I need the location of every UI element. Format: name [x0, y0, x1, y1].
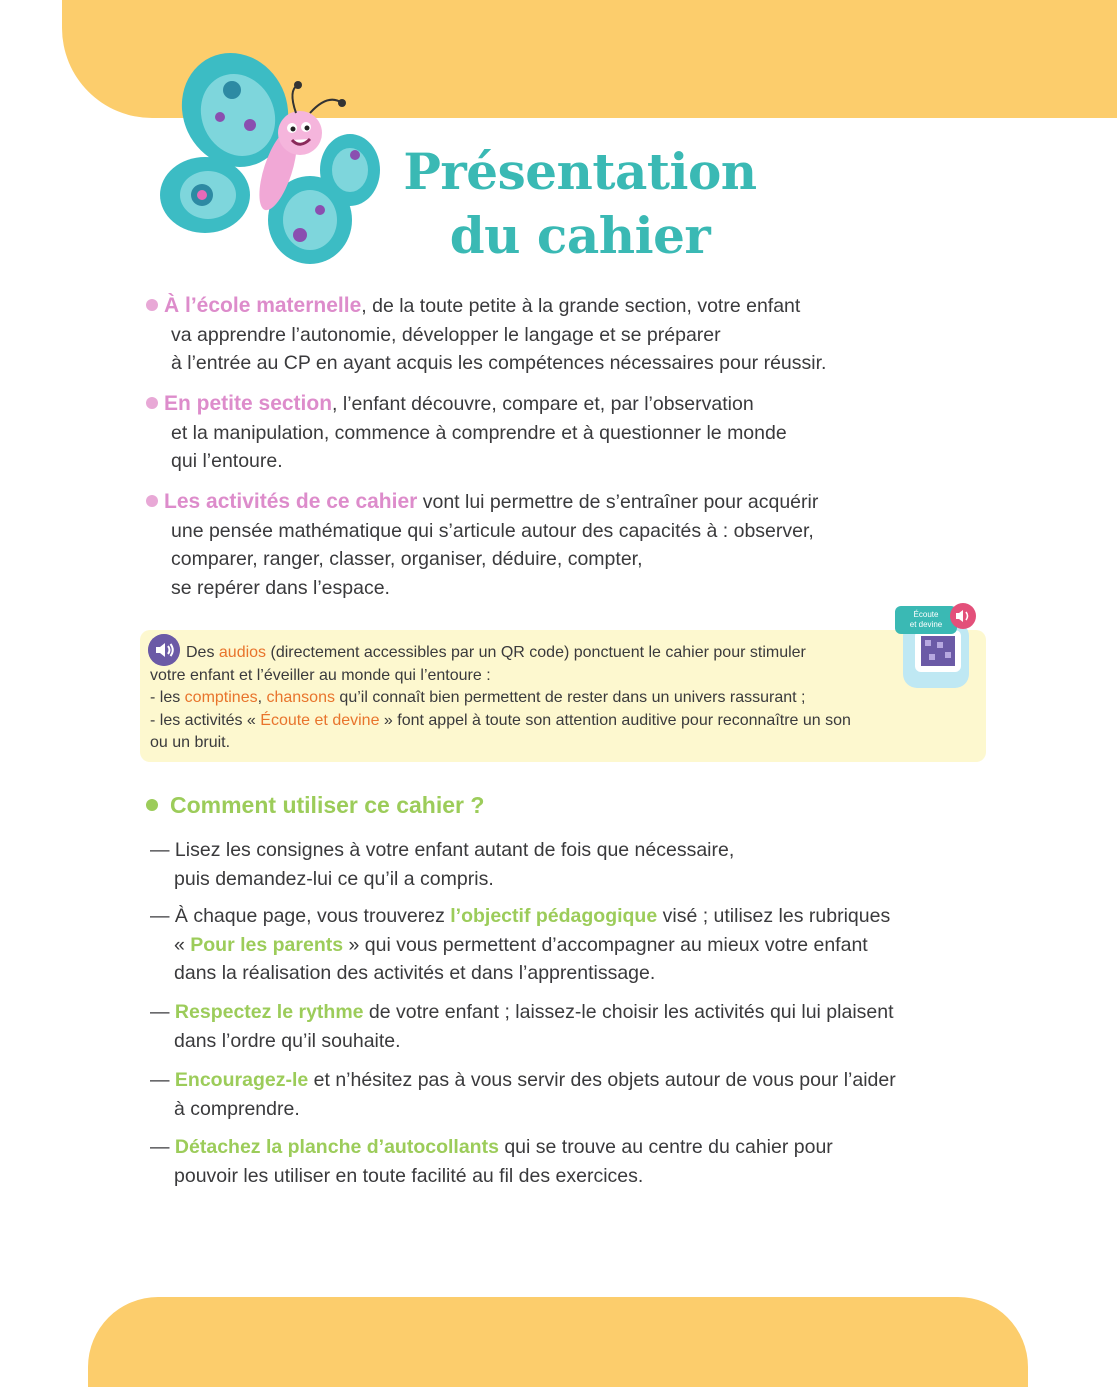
item-4-text: et n’hésitez pas à vous servir des objets autour de vous pour l’aider	[308, 1069, 896, 1091]
audio-text-part: (directement accessibles par un QR code) ponctuent le cahier pour stimuler	[266, 644, 806, 661]
audio-text-part: - les	[150, 689, 185, 706]
audio-text-part: ,	[257, 689, 267, 706]
bullet-dot	[146, 799, 158, 811]
audio-text-line-2: votre enfant et l’éveiller au monde qui l’entoure :	[150, 666, 491, 684]
item-2-text: — À chaque page, vous trouverez	[150, 905, 451, 927]
audio-text-part: » font appel à toute son attention auditive pour reconnaître un son	[379, 711, 851, 729]
how-to-heading-text: Comment utiliser ce cahier ?	[170, 792, 485, 818]
audio-text-line-5: ou un bruit.	[150, 734, 231, 751]
item-2-line-3: dans la réalisation des activités et dans l’apprentissage.	[174, 962, 656, 984]
intro-paragraph-1	[146, 292, 826, 378]
butterfly-left-lower-wing	[160, 157, 250, 233]
item-4-text: —	[150, 1069, 175, 1091]
bottom-decorative-band	[88, 1297, 1028, 1387]
intro-3-line-4: se repérer dans l’espace.	[171, 576, 390, 599]
bullet-dot	[146, 495, 158, 507]
item-2-text: » qui vous permettent d’accompagner au mieux votre enfant	[343, 933, 868, 956]
item-4-line-2: à comprendre.	[174, 1097, 300, 1120]
item-2-highlight-2: Pour les parents	[190, 933, 344, 956]
bullet-dot	[146, 397, 158, 409]
intro-3-line-1: vont lui permettre de s’entraîner pour acquérir	[417, 491, 819, 513]
bullet-dot	[146, 299, 158, 311]
intro-2-line-2: et la manipulation, commence à comprendre et à questionner le monde	[171, 421, 787, 444]
qr-code-icon	[895, 602, 977, 690]
title-line-2: du cahier	[449, 206, 711, 265]
intro-paragraph-3	[146, 488, 818, 602]
intro-paragraph-2	[146, 390, 787, 476]
butterfly-right-upper-wing	[320, 134, 380, 206]
item-5-text: qui se trouve au centre du cahier pour	[498, 1136, 833, 1158]
audio-text-part: qu’il connaît bien permettent de rester dans un univers rassurant ;	[334, 689, 806, 706]
item-2-highlight: l’objectif pédagogique	[450, 905, 658, 927]
audio-text-part: Des	[186, 644, 219, 661]
intro-1-line-3: à l’entrée au CP en ayant acquis les compétences nécessaires pour réussir.	[171, 352, 827, 374]
item-5-text: —	[150, 1136, 175, 1158]
chansons-highlight: chansons	[266, 689, 335, 706]
intro-3-line-3: comparer, ranger, classer, organiser, déduire, compter,	[171, 548, 643, 570]
item-2-text: «	[174, 933, 191, 956]
item-5-highlight: Détachez la planche d’autocollants	[174, 1136, 499, 1158]
how-to-item-1	[150, 836, 734, 893]
audio-text-part: - les activités «	[150, 711, 261, 729]
item-3-text: —	[150, 1001, 175, 1023]
intro-2-highlight: En petite section	[164, 392, 333, 415]
intro-1-highlight: À l’école maternelle	[164, 294, 362, 317]
item-5-line-2: pouvoir les utiliser en toute facilité au fil des exercices.	[174, 1164, 644, 1187]
badge-line-1: Écoute	[913, 610, 939, 619]
page-title	[400, 140, 760, 268]
badge-line-2: et devine	[909, 620, 943, 629]
ecoute-devine-highlight: Écoute et devine	[260, 711, 380, 729]
how-to-heading	[146, 792, 484, 819]
title-line-1: Présentation	[403, 142, 757, 201]
how-to-item-4	[150, 1066, 896, 1123]
how-to-item-5	[150, 1133, 833, 1190]
intro-1-line-1: , de la toute petite à la grande section, votre enfant	[361, 295, 801, 317]
intro-3-highlight: Les activités de ce cahier	[164, 490, 418, 513]
item-1-line-1: — Lisez les consignes à votre enfant autant de fois que nécessaire,	[150, 839, 735, 861]
comptines-highlight: comptines	[184, 689, 258, 706]
item-2-text: visé ; utilisez les rubriques	[657, 905, 891, 927]
intro-2-line-3: qui l’entoure.	[171, 450, 283, 472]
butterfly-illustration	[160, 45, 390, 265]
item-3-text: de votre enfant ; laissez-le choisir les activités qui lui plaisent	[363, 1001, 894, 1023]
intro-3-line-2: une pensée mathématique qui s’articule autour des capacités à : observer,	[171, 519, 814, 542]
how-to-item-2	[150, 902, 890, 988]
item-4-highlight: Encouragez-le	[174, 1069, 309, 1091]
audios-highlight: audios	[218, 644, 267, 661]
intro-2-line-1: , l’enfant découvre, compare et, par l’observation	[332, 393, 754, 415]
item-3-highlight: Respectez le rythme	[174, 1001, 364, 1023]
how-to-item-3	[150, 998, 894, 1055]
item-1-line-2: puis demandez-lui ce qu’il a compris.	[174, 867, 494, 890]
intro-1-line-2: va apprendre l’autonomie, développer le langage et se préparer	[171, 323, 721, 346]
audio-info-text	[150, 642, 851, 755]
item-3-line-2: dans l’ordre qu’il souhaite.	[174, 1029, 401, 1052]
